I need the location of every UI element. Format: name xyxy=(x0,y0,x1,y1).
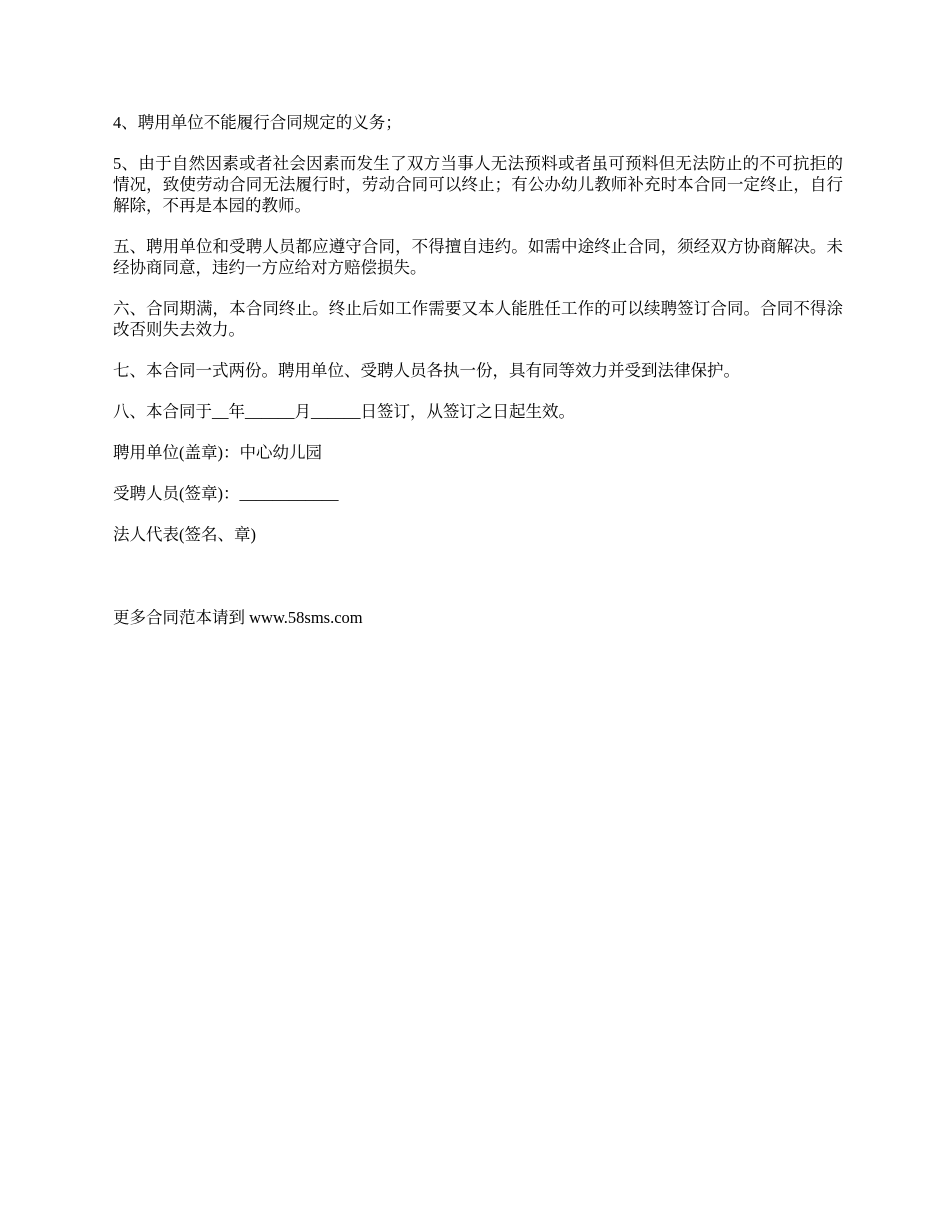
clause-5: 5、由于自然因素或者社会因素而发生了双方当事人无法预料或者虽可预料但无法防止的不可抗拒的情况，致使劳动合同无法履行时，劳动合同可以终止；有公办幼儿教师补充时本合同一定终止，自行解除，不再是本园的教师。 xyxy=(113,154,843,215)
article-five: 五、聘用单位和受聘人员都应遵守合同，不得擅自违约。如需中途终止合同，须经双方协商解决。未经协商同意，违约一方应给对方赔偿损失。 xyxy=(113,237,843,277)
footer-note: 更多合同范本请到 www.58sms.com xyxy=(113,608,363,627)
article-six: 六、合同期满，本合同终止。终止后如工作需要又本人能胜任工作的可以续聘签订合同。合同不得涂改否则失去效力。 xyxy=(113,299,843,339)
article-eight: 八、本合同于__年______月______日签订，从签订之日起生效。 xyxy=(113,402,575,421)
blank-space xyxy=(113,565,843,607)
legal-representative-line: 法人代表(签名、章) xyxy=(113,525,256,544)
document-page xyxy=(113,112,843,648)
article-seven: 七、本合同一式两份。聘用单位、受聘人员各执一份，具有同等效力并受到法律保护。 xyxy=(113,361,740,380)
employee-signature-line: 受聘人员(签章)：____________ xyxy=(113,484,339,503)
employer-signature-line: 聘用单位(盖章)：中心幼儿园 xyxy=(113,443,322,462)
clause-4: 4、聘用单位不能履行合同规定的义务； xyxy=(113,113,402,132)
